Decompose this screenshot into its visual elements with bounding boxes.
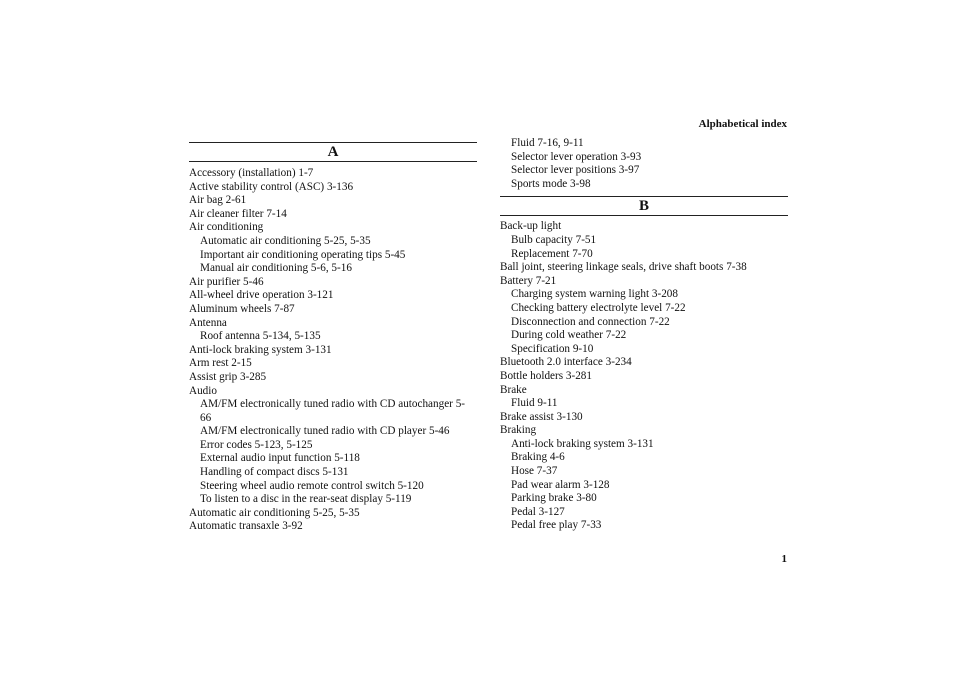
index-entry: Back-up light xyxy=(500,220,562,233)
index-subentry: Anti-lock braking system 3-131 xyxy=(511,437,654,450)
index-entry: Braking xyxy=(500,424,537,437)
index-subentry: Specification 9-10 xyxy=(511,342,594,355)
index-subentry: AM/FM electronically tuned radio with CD autochanger 5- xyxy=(200,398,466,411)
index-subentry: Disconnection and connection 7-22 xyxy=(511,315,670,328)
index-subentry: Replacement 7-70 xyxy=(511,247,593,260)
index-entry: Aluminum wheels 7-87 xyxy=(189,302,295,315)
index-subentry: Checking battery electrolyte level 7-22 xyxy=(511,301,686,314)
index-subentry: Pedal 3-127 xyxy=(511,505,565,518)
index-subentry: Error codes 5-123, 5-125 xyxy=(200,438,313,451)
index-entry: Accessory (installation) 1-7 xyxy=(189,167,314,179)
index-subentry: Hose 7-37 xyxy=(511,465,558,478)
index-subentry: Pad wear alarm 3-128 xyxy=(511,478,610,491)
index-column-left xyxy=(189,142,477,534)
index-subentry: Pedal free play 7-33 xyxy=(511,519,602,532)
index-subentry: Selector lever operation 3-93 xyxy=(511,150,642,163)
index-subentry: Parking brake 3-80 xyxy=(511,492,597,505)
index-subentry: Important air conditioning operating tips 5-45 xyxy=(200,248,406,261)
index-entry: Ball joint, steering linkage seals, drive shaft boots 7-38 xyxy=(500,261,747,274)
index-entry: Battery 7-21 xyxy=(500,274,557,287)
page-header-title: Alphabetical index xyxy=(698,118,787,130)
index-subentry: Selector lever positions 3-97 xyxy=(511,164,640,177)
index-entry: Audio xyxy=(189,384,217,397)
index-entry-list-a xyxy=(189,167,477,534)
index-subentry: AM/FM electronically tuned radio with CD player 5-46 xyxy=(200,425,450,438)
index-entry: Air purifier 5-46 xyxy=(189,275,264,288)
index-subentry: To listen to a disc in the rear-seat display 5-119 xyxy=(200,493,412,506)
page-number: 1 xyxy=(781,553,787,565)
index-subentry: External audio input function 5-118 xyxy=(200,452,360,465)
index-subentry: Sports mode 3-98 xyxy=(511,177,591,190)
index-entry: Antenna xyxy=(189,316,227,329)
index-subentry: During cold weather 7-22 xyxy=(511,329,627,342)
index-entry: Automatic air conditioning 5-25, 5-35 xyxy=(189,506,360,519)
index-entry: Air cleaner filter 7-14 xyxy=(189,207,287,220)
index-subentry: Handling of compact discs 5-131 xyxy=(200,466,349,479)
index-entry: Bottle holders 3-281 xyxy=(500,369,592,382)
index-entry: Anti-lock braking system 3-131 xyxy=(189,343,332,356)
index-entry: Air conditioning xyxy=(189,221,264,234)
index-entry: Air bag 2-61 xyxy=(189,194,247,207)
index-subentry: Automatic air conditioning 5-25, 5-35 xyxy=(200,234,371,247)
index-subentry: Fluid 9-11 xyxy=(511,397,558,410)
index-entry: Bluetooth 2.0 interface 3-234 xyxy=(500,356,632,369)
index-column-right xyxy=(500,137,788,533)
index-subentry: Fluid 7-16, 9-11 xyxy=(511,137,584,149)
index-subentry: 66 xyxy=(200,411,212,424)
index-letter-heading-b: B xyxy=(500,196,788,216)
index-subentry: Braking 4-6 xyxy=(511,451,565,464)
index-entry: Arm rest 2-15 xyxy=(189,357,252,370)
index-subentry: Bulb capacity 7-51 xyxy=(511,233,597,246)
index-entry-list-b xyxy=(500,220,788,533)
index-subentry: Charging system warning light 3-208 xyxy=(511,288,678,301)
index-entry: Brake xyxy=(500,383,527,396)
index-entry: Active stability control (ASC) 3-136 xyxy=(189,180,354,193)
index-entry: Assist grip 3-285 xyxy=(189,370,267,383)
index-subentry: Manual air conditioning 5-6, 5-16 xyxy=(200,262,352,275)
index-entry: Automatic transaxle 3-92 xyxy=(189,520,303,533)
index-letter-heading-a: A xyxy=(189,142,477,162)
index-entry: Brake assist 3-130 xyxy=(500,410,583,423)
index-subentry: Steering wheel audio remote control switch 5-120 xyxy=(200,479,424,492)
index-entry: All-wheel drive operation 3-121 xyxy=(189,289,334,302)
index-entry-list-continued xyxy=(500,137,788,191)
index-subentry: Roof antenna 5-134, 5-135 xyxy=(200,330,321,343)
